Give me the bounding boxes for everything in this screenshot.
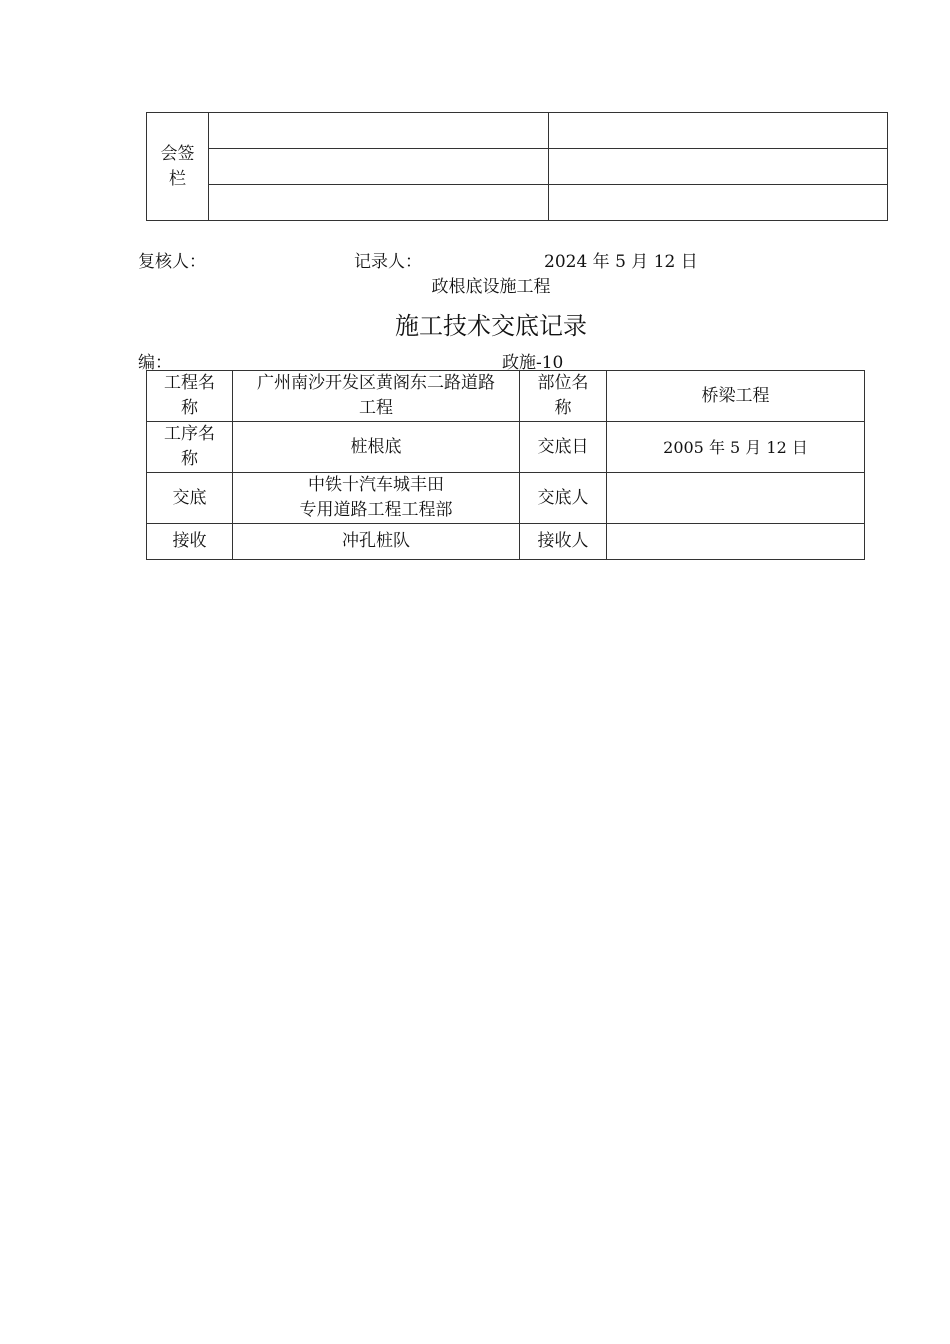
process-label-line1: 工序名 — [164, 424, 215, 444]
receiver-party-value: 冲孔桩队 — [233, 524, 520, 560]
process-label-line2: 称 — [181, 449, 198, 469]
project-name-label — [147, 371, 233, 422]
project-name-line1: 广州南沙开发区黄阁东二路道路 — [257, 373, 495, 393]
doc-code: 政施-10 — [502, 353, 564, 373]
briefing-party-value — [233, 473, 520, 524]
receiver-party-label: 接收 — [147, 524, 233, 560]
briefing-date-value: 2005 年 5 月 12 日 — [607, 422, 865, 473]
signoff-label-line2: 栏 — [169, 168, 186, 189]
number-label: 编： — [138, 353, 172, 373]
project-name-line2: 工程 — [359, 398, 393, 418]
briefer-value — [607, 473, 865, 524]
receiver-value — [607, 524, 865, 560]
project-name-label-line1: 工程名 — [164, 373, 215, 393]
receiver-label: 接收人 — [520, 524, 607, 560]
briefer-label: 交底人 — [520, 473, 607, 524]
signoff-cell — [549, 149, 888, 185]
record-date: 2024 年 5 月 12 日 — [544, 252, 698, 272]
document-subtitle: 政根底设施工程 — [431, 277, 551, 297]
process-name-label — [147, 422, 233, 473]
part-name-value: 桥梁工程 — [607, 371, 865, 422]
signoff-cell — [549, 113, 888, 149]
part-name-label — [520, 371, 607, 422]
part-name-label-line2: 称 — [554, 398, 572, 418]
part-name-label-line1: 部位名 — [537, 373, 589, 393]
briefing-party-line2: 专用道路工程工程部 — [299, 500, 453, 520]
reviewer-label: 复核人： — [138, 252, 206, 272]
signoff-label — [147, 113, 209, 221]
document-title: 施工技术交底记录 — [395, 312, 587, 340]
signoff-cell — [209, 113, 549, 149]
signoff-label-text — [156, 142, 200, 192]
project-name-label-line2: 称 — [181, 398, 198, 418]
process-name-value: 桩根底 — [233, 422, 520, 473]
signoff-cell — [209, 149, 549, 185]
briefing-date-label: 交底日 — [520, 422, 607, 473]
signoff-table — [146, 112, 888, 221]
briefing-party-label: 交底 — [147, 473, 233, 524]
signoff-cell — [209, 185, 549, 221]
recorder-label: 记录人： — [354, 252, 422, 272]
briefing-party-line1: 中铁十汽车城丰田 — [308, 475, 444, 495]
signoff-cell — [549, 185, 888, 221]
signoff-label-line1: 会签 — [160, 143, 195, 164]
briefing-record-table — [146, 370, 865, 560]
project-name-value — [233, 371, 520, 422]
